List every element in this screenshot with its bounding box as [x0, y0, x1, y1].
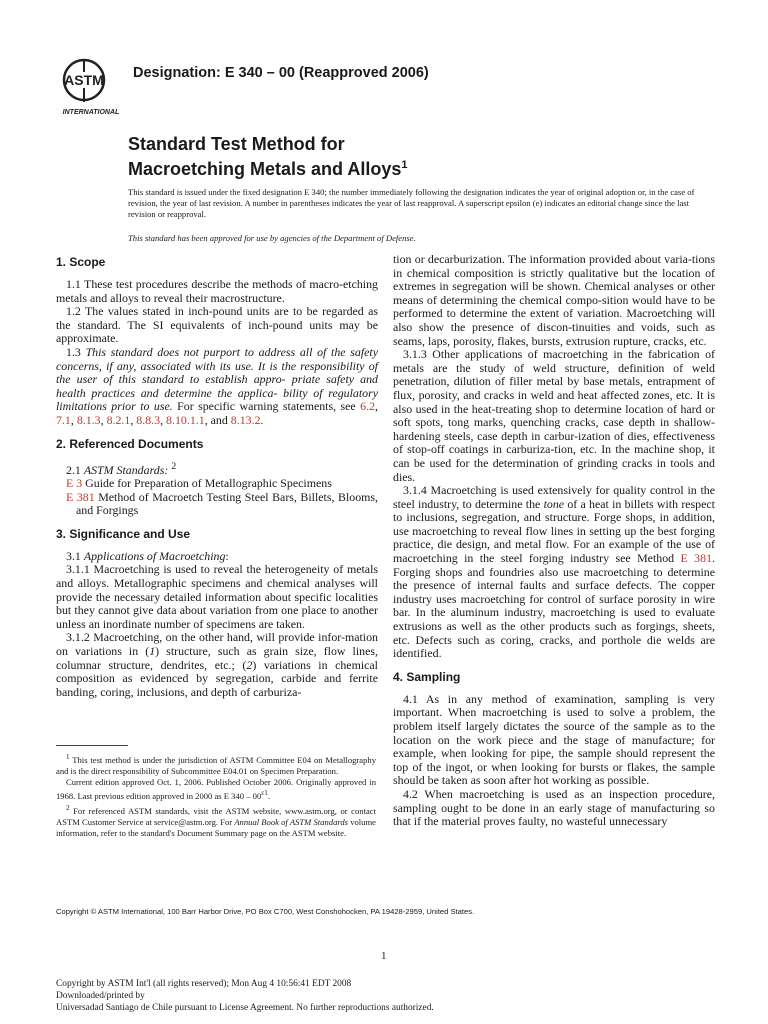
- safety-caveat: This standard does not purport to address all of the safety concerns, if any, associated with its use. It is the responsibility of the user of this standard to establish appro- priate safety and health practices and determine the applica- bility of regulatory limitations prior to use.: [56, 344, 378, 414]
- footnotes: [56, 752, 376, 839]
- section-heading-sampling: 4. Sampling: [393, 669, 461, 684]
- logo-subtext: INTERNATIONAL: [62, 109, 120, 116]
- page-number: 1: [381, 950, 387, 962]
- ref-e3: E 3 Guide for Preparation of Metallographic Specimens: [66, 476, 332, 491]
- ref-link-e381[interactable]: E 381: [680, 551, 713, 566]
- paragraph-3-1-1: 3.1.1 Macroetching is used to reveal the heterogeneity of metals and alloys. Metallographic specimens and chemical analyses will provide the necessary detailed information about specific localities but they cannot give data about variation from one place to another unless an inordinate number of specimens are taken.: [56, 562, 378, 631]
- paragraph-3-1-4: 3.1.4 Macroetching is used extensively for quality control in the steel industry, to determine the tone of a heat in billets with respect to inclusions, segregation, and structure. Forge shops, in addition, use macroetching to reveal flow lines in setting up the best forging practice, die design, and metal flow. For an example of the use of macroetching in the steel forging industry see Method E 381. Forging shops and foundries also use macroetching to determine the presence of internal faults and surface defects. The copper industry uses macroetching for control of surface porosity in wire bar. In the aluminum industry, macroetching is used to evaluate extrusions as well as the other products such as forgings, sheets, etc. Defects such as coring, cracks, and porthole die welds are identified.: [393, 483, 715, 661]
- paragraph-1-2: 1.2 The values stated in inch-pound units are to be regarded as the standard. The SI equivalents of inch-pound units may be approximate.: [56, 304, 378, 346]
- section-heading-scope: 1. Scope: [56, 255, 106, 269]
- paragraph-1-1: 1.1 These test procedures describe the methods of macro-etching metals and alloys to reveal their macrostructure.: [56, 277, 378, 305]
- paragraph-3-1: 3.1 Applications of Macroetching:: [66, 548, 229, 563]
- astm-logo-icon: [58, 54, 124, 120]
- footnote-divider: [56, 745, 128, 746]
- section-heading-significance: 3. Significance and Use: [56, 526, 191, 541]
- title-line-1: Standard Test Method for: [128, 134, 345, 154]
- designation: Designation: E 340 – 00 (Reapproved 2006): [133, 65, 429, 81]
- license-line-3: Universadad Santiago de Chile pursuant to License Agreement. No further reproductions authorized.: [56, 1003, 434, 1013]
- ref-link[interactable]: 6.2: [360, 399, 376, 414]
- title-line-2: [128, 155, 408, 180]
- logo-text: ASTM: [64, 72, 104, 88]
- paragraph-4-2: 4.2 When macroetching is used as an inspection procedure, sampling ought to be done in an early stage of manufacturing so that if the material proves faulty, no wasteful unnecessary: [393, 786, 715, 829]
- paragraph-3-1-2: 3.1.2 Macroetching, on the other hand, will provide infor-mation on variations in (1) structure, such as grain size, flow lines, columnar structure, dendrites, etc.; (2) variations in chemical composition as evidenced by segregation, carbide and ferrite banding, coring, inclusions, and depth of carburiza-: [56, 630, 378, 699]
- paragraph-2-1: 2.1 ASTM Standards: $^2$: [66, 460, 177, 477]
- ref-link[interactable]: 8.1.3: [76, 412, 101, 427]
- astm-logo: [58, 54, 124, 120]
- document-title: [128, 134, 408, 180]
- ref-link-e381[interactable]: E 381: [66, 489, 95, 504]
- footnote-ref[interactable]: 2: [171, 460, 177, 472]
- footnote-1: $^1$ This test method is under the jurisdiction of ASTM Committee E04 on Metallography and is the direct responsibility of Subcommittee E04.01 on Specimen Preparation.: [56, 753, 376, 777]
- dod-approval-note: This standard has been approved for use by agencies of the Department of Defense.: [128, 233, 416, 243]
- license-line-2: Downloaded/printed by: [56, 991, 145, 1001]
- ref-link[interactable]: 7.1: [56, 412, 71, 427]
- footnote-2: $^2$ For referenced ASTM standards, visit the ASTM website, www.astm.org, or contact ASTM Customer Service at service@astm.org. For Annual Book of ASTM Standards volume information, refer to the standard's Document Summary page on the ASTM website.: [56, 803, 376, 838]
- license-footer: [56, 978, 434, 1014]
- footnote-1-edition: Current edition approved Oct. 1, 2006. Published October 2006. Originally approved in 1968. Last previous edition approved in 2000 as E $340 - 00^{\varepsilon 1}$.: [56, 777, 376, 802]
- copyright-line: Copyright © ASTM International, 100 Barr Harbor Drive, PO Box C700, West Conshohocken, PA 19428-2959, United States.: [56, 907, 475, 916]
- intro-paragraph: This standard is issued under the fixed designation E 340; the number immediately following the designation indicates the year of original adoption or, in the case of revision, the year of last revision. A number in parentheses indicates the year of last reapproval. A superscript epsilon (e) indicates an editorial change since the last revision or reapproval.: [128, 187, 695, 220]
- section-heading-referenced-documents: 2. Referenced Documents: [56, 436, 204, 451]
- paragraph-3-1-3: 3.1.3 Other applications of macroetching in the fabrication of metals are the study of weld structure, definition of weld penetration, dilution of filler metal by base metals, entrapment of flux, porosity, and cracks in weld and heat affected zones, etc. It is also used in the heat-treating shop to determine location of hard or soft spots, tong marks, quenching cracks, case depth in shallow-hardening steels, case depth in carbur-ization of dies, effectiveness of stop-off coatings in carburiza-tion, etc. In the machine shop, it can be used for the determination of grinding cracks in tools and dies.: [393, 347, 715, 484]
- ref-link-e3[interactable]: E 3: [66, 476, 83, 491]
- license-line-1: Copyright by ASTM Int'l (all rights reserved); Mon Aug 4 10:56:41 EDT 2008: [56, 979, 352, 989]
- ref-link[interactable]: 8.13.2: [230, 412, 261, 427]
- paragraph-1-3: 1.3 This standard does not purport to address all of the safety concerns, if any, associated with its use. It is the responsibility of the user of this standard to establish appro- priate safety and health practices and determine the applica- bility of regulatory limitations prior to use. For specific warning statements, see 6.2, 7.1, 8.1.3, 8.2.1, 8.8.3, 8.10.1.1, and 8.13.2.: [56, 344, 379, 427]
- title-footnote-ref[interactable]: 1: [401, 159, 408, 171]
- left-column: [56, 254, 378, 699]
- ref-link[interactable]: 8.8.3: [136, 412, 161, 427]
- paragraph-3-1-2-continued: tion or decarburization. The information provided about varia-tions in chemical composition is strictly qualitative but the location of extremes in segregation will be shown. Chemical analyses or other means of determining the chemical compo-sition would have to be performed to determine the extent of variation. Macroetching will also show the presence of discon-tinuities and voids, such as seams, laps, porosity, flakes, bursts, extrusion rupture, cracks, etc.: [393, 252, 715, 348]
- title-main: Macroetching Metals and Alloys: [128, 159, 402, 179]
- ref-e381: E 381 Method of Macroetch Testing Steel Bars, Billets, Blooms, and Forgings: [66, 489, 378, 518]
- ref-link[interactable]: 8.2.1: [106, 412, 131, 427]
- paragraph-4-1: 4.1 As in any method of examination, sampling is very important. When macroetching is used to solve a problem, the problem itself largely dictates the source of the sample as to the location on the work piece and the stage of manufacture; for example, when looking for pipe, the sample should represent the top of the ingot, or when looking for bursts or flakes, the sample should be taken as soon after hot working as possible.: [393, 691, 715, 788]
- right-column: [393, 253, 715, 829]
- ref-link[interactable]: 8.10.1.1: [166, 412, 205, 427]
